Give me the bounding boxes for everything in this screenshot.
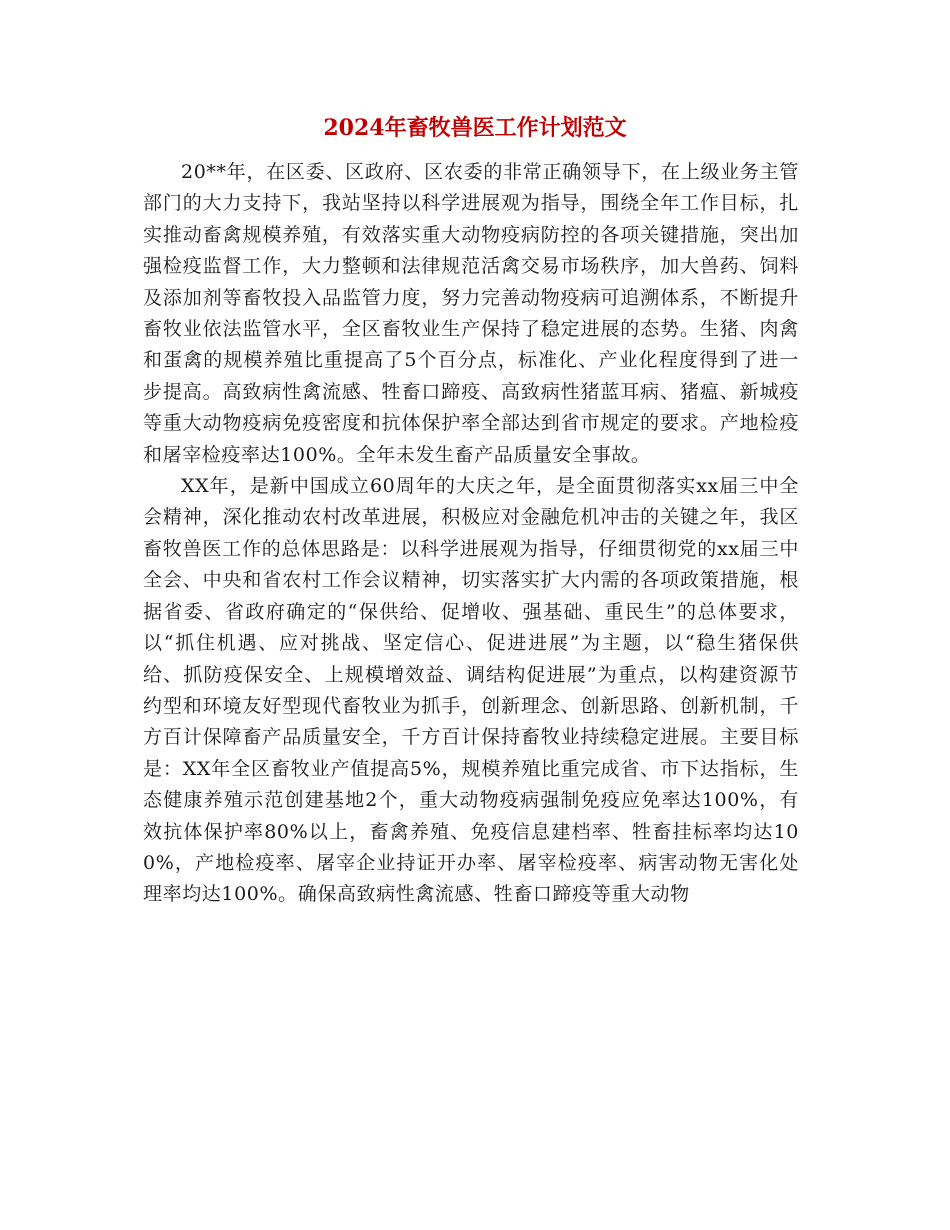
document-title: 2024年畜牧兽医工作计划范文 (323, 115, 627, 141)
paragraph-2: XX年，是新中国成立60周年的大庆之年，是全面贯彻落实xx届三中全会精神，深化推动农村改革进展，积极应对金融危机冲击的关键之年，我区畜牧兽医工作的总体思路是：以科学进展观为指导，仔细贯彻党的xx届三中全会、中央和省农村工作会议精神，切实落实扩大内需的各项政策措施，根据省委、省政府确定的“保供给、促增收、强基础、重民生”的总体要求，以“抓住机遇、应对挑战、坚定信心、促进进展”为主题，以“稳生猪保供给、抓防疫保安全、上规模增效益、调结构促进展”为重点，以构建资源节约型和环境友好型现代畜牧业为抓手，创新理念、创新思路、创新机制，千方百计保障畜产品质量安全，千方百计保持畜牧业持续稳定进展。主要目标是：XX年全区畜牧业产值提高5%，规模养殖比重完成省、市下达指标，生态健康养殖示范创建基地2个，重大动物疫病强制免疫应免率达100%，有效抗体保护率80%以上，畜禽养殖、免疫信息建档率、牲畜挂标率均达100%，产地检疫率、屠宰企业持证开办率、屠宰检疫率、病害动物无害化处理率均达100%。确保高致病性禽流感、牲畜口蹄疫等重大动物 (143, 475, 799, 906)
document-body (143, 157, 799, 911)
paragraph-1: 20**年，在区委、区政府、区农委的非常正确领导下，在上级业务主管部门的大力支持下，我站坚持以科学进展观为指导，围绕全年工作目标，扎实推动畜禽规模养殖，有效落实重大动物疫病防控的各项关键措施，突出加强检疫监督工作，大力整顿和法律规范活禽交易市场秩序，加大兽药、饲料及添加剂等畜牧投入品监管力度，努力完善动物疫病可追溯体系，不断提升畜牧业依法监管水平，全区畜牧业生产保持了稳定进展的态势。生猪、肉禽和蛋禽的规模养殖比重提高了5个百分点，标准化、产业化程度得到了进一步提高。高致病性禽流感、牲畜口蹄疫、高致病性猪蓝耳病、猪瘟、新城疫等重大动物疫病免疫密度和抗体保护率全部达到省市规定的要求。产地检疫和屠宰检疫率达100%。全年未发生畜产品质量安全事故。 (143, 161, 799, 466)
